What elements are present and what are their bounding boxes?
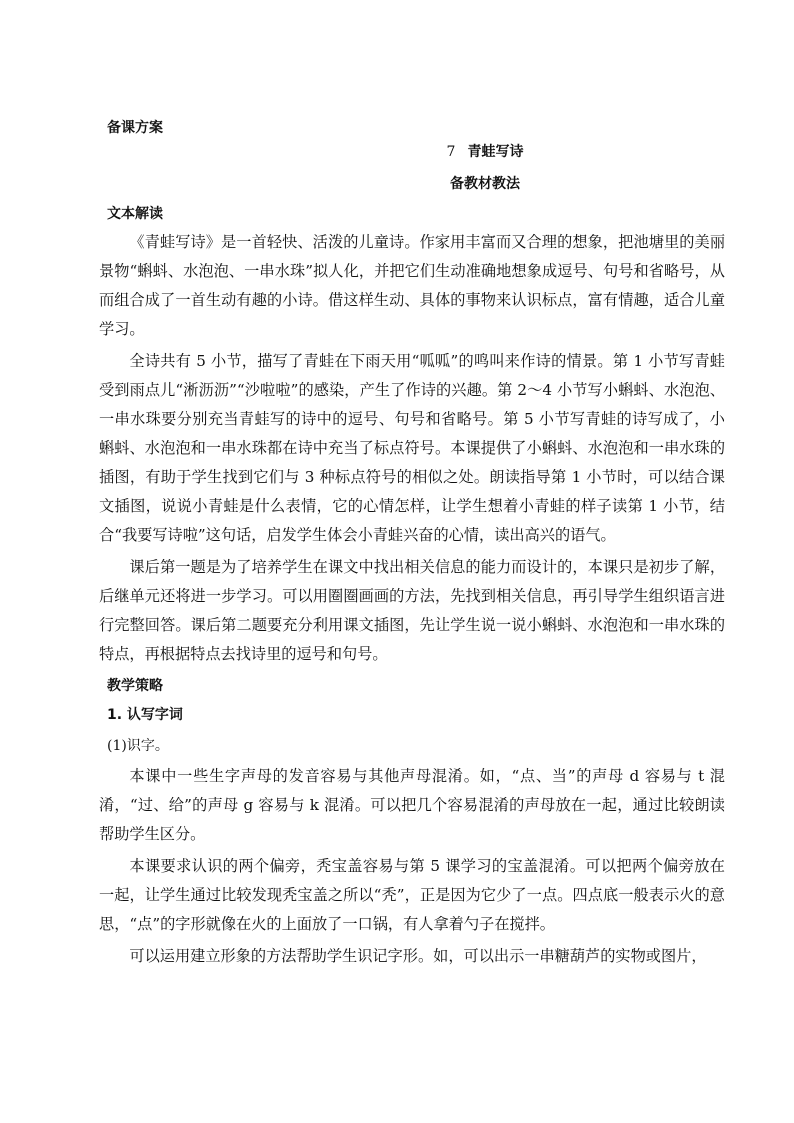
lesson-title-text: 青蛙写诗: [467, 144, 524, 160]
paragraph: 本课中一些生字声母的发音容易与其他声母混淆。如，“点、当”的声母 d 容易与 t 混淆，“过、给”的声母 g 容易与 k 混淆。可以把几个容易混淆的声母放在一起，通过比较朗读帮助学生区分。: [99, 767, 725, 843]
paragraph: 可以运用建立形象的方法帮助学生识记字形。如，可以出示一串糖葫芦的实物或图片，: [129, 947, 707, 965]
paragraph: 本课要求认识的两个偏旁，秃宝盖容易与第 5 课学习的宝盖混淆。可以把两个偏旁放在一起，让学生通过比较发现秃宝盖之所以“秃”，正是因为它少了一点。四点底一般表示火的意思，“点”的字形就像在火的上面放了一口锅，有人拿着勺子在搅拌。: [99, 857, 725, 933]
paragraph: 课后第一题是为了培养学生在课文中找出相关信息的能力而设计的，本课只是初步了解，后继单元还将进一步学习。可以用圈圈画画的方法，先找到相关信息，再引导学生组织语言进行完整回答。课后第二题要充分利用课文插图，先让学生说一说小蝌蚪、水泡泡和一串水珠的特点，再根据特点去找诗里的逗号和句号。: [99, 558, 725, 663]
lesson-title: [243, 142, 727, 174]
item-heading-words: 1. 认写字词: [107, 707, 183, 723]
top-label: 备课方案: [107, 120, 163, 136]
subtitle: 备教材教法: [450, 176, 520, 192]
paragraph: 《青蛙写诗》是一首轻快、活泼的儿童诗。作家用丰富而又合理的想象，把池塘里的美丽景物“蝌蚪、水泡泡、一串水珠”拟人化，并把它们生动准确地想象成逗号、句号和省略号，从而组合成了一首生动有趣的小诗。借这样生动、具体的事物来认识标点，富有情趣，适合儿童学习。: [99, 233, 725, 338]
lesson-number: 7: [446, 144, 456, 160]
item-subheading-literacy: (1)识字。: [107, 738, 169, 754]
section-heading-strategy: 教学策略: [107, 678, 163, 694]
paragraph: 全诗共有 5 小节，描写了青蛙在下雨天用“呱呱”的鸣叫来作诗的情景。第 1 小节写青蛙受到雨点儿“淅沥沥”“沙啦啦”的感染，产生了作诗的兴趣。第 2～4 小节写小蝌蚪、水泡泡、一串水珠要分别充当青蛙写的诗中的逗号、句号和省略号。第 5 小节写青蛙的诗写成了，小蝌蚪、水泡泡和一串水珠都在诗中充当了标点符号。本课提供了小蝌蚪、水泡泡和一串水珠的插图，有助于学生找到它们与 3 种标点符号的相似之处。朗读指导第 1 小节时，可以结合课文插图，说说小青蛙是什么表情，它的心情怎样，让学生想着小青蛙的样子读第 1 小节，结合“我要写诗啦”这句话，启发学生体会小青蛙兴奋的心情，读出高兴的语气。: [99, 352, 725, 544]
section-heading-text-analysis: 文本解读: [107, 206, 163, 222]
document-content: [99, 118, 727, 974]
